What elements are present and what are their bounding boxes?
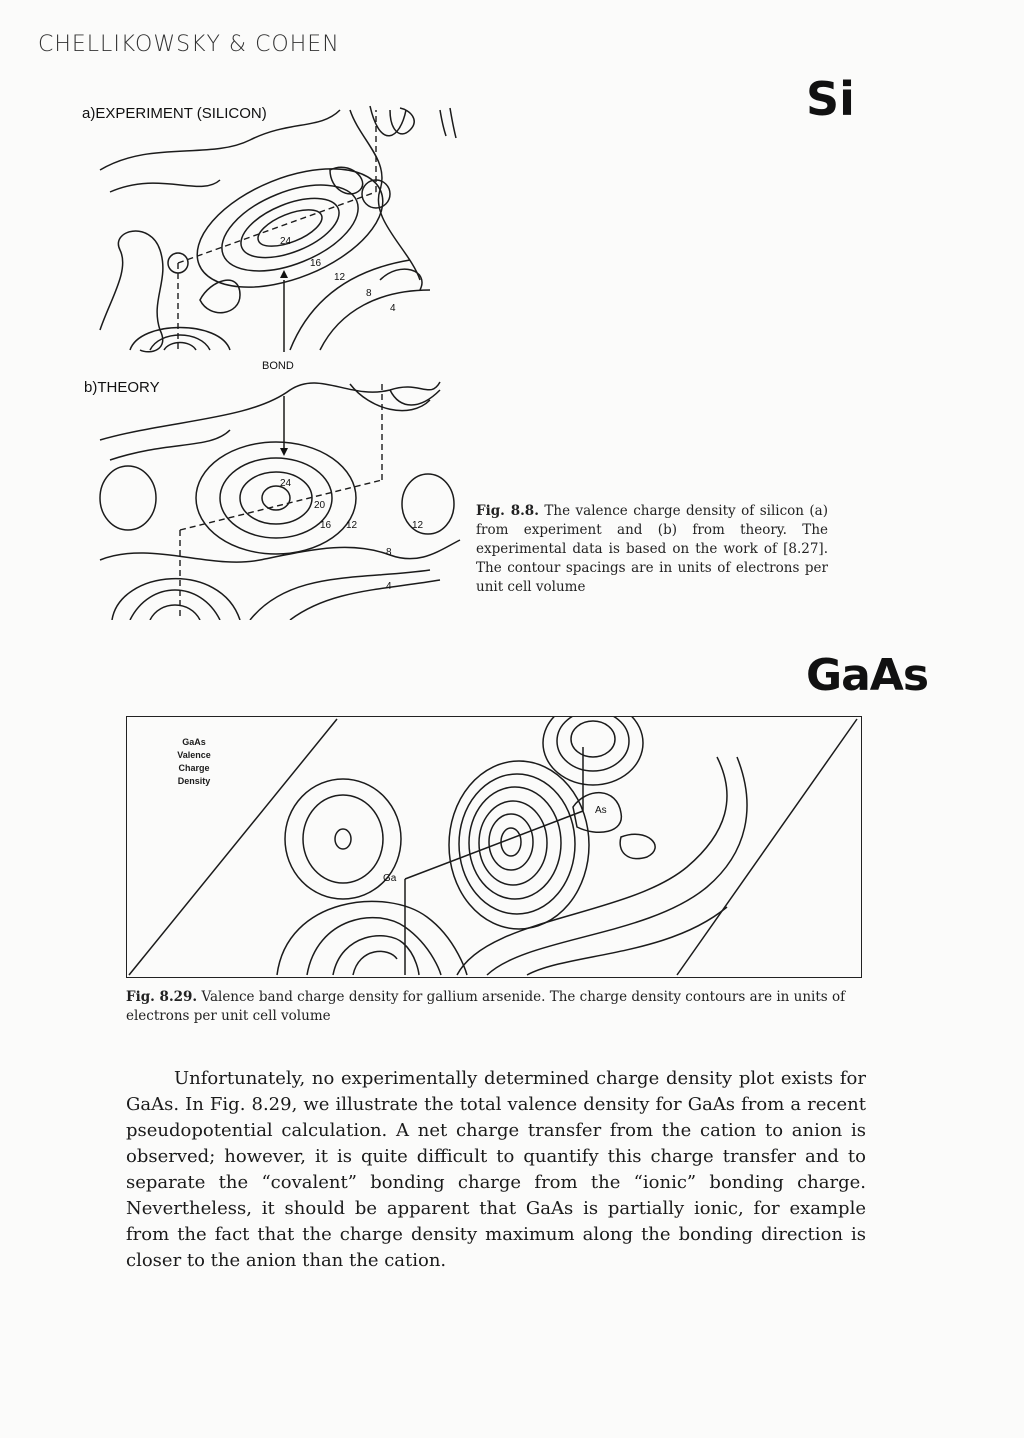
contour-label: 8 [366, 288, 372, 299]
caption-text: Valence band charge density for gallium arsenide. The charge density contours are in units of electrons per unit cell volume [126, 989, 846, 1024]
panel-a-label: a)EXPERIMENT (SILICON) [82, 105, 267, 122]
caption-prefix: Fig. 8.8. [476, 503, 539, 519]
contour-label: 20 [314, 500, 326, 511]
gaas-inset-label [168, 736, 220, 788]
inset-line: Valence [177, 750, 211, 760]
atom-ga-label: Ga [383, 873, 397, 884]
theory-contours [100, 380, 460, 620]
figure-8-8-caption [476, 502, 828, 597]
figure-8-29-caption [126, 988, 870, 1026]
contour-label: 12 [334, 272, 346, 283]
caption-text: The valence charge density of silicon (a) from experiment and (b) from theory. The experimental data is based on the work of [8.27]. The contour spacings are in units of electrons per unit cell volume [476, 503, 828, 595]
contour-label: 24 [280, 236, 292, 247]
handwritten-si-note: Si [806, 72, 855, 126]
experiment-contours [100, 106, 456, 352]
body-paragraph: Unfortunately, no experimentally determined charge density plot exists for GaAs. In Fig. 8.29, we illustrate the total valence density for GaAs from a recent pseudopotential calculation. A net charge transfer from the cation to anion is observed; however, it is quite difficult to quantify this charge transfer and to separate the “covalent” bonding charge from the “ionic” bonding charge. Nevertheless, it should be apparent that GaAs is partially ionic, for example from the fact that the charge density maximum along the bonding direction is closer to the anion than the cation. [126, 1068, 866, 1271]
atom-as-label: As [595, 805, 607, 816]
contour-label: 4 [386, 581, 392, 592]
contour-label: 16 [310, 258, 322, 269]
contour-label: 24 [280, 478, 292, 489]
contour-label: 12 [346, 520, 358, 531]
contour-label: 8 [386, 547, 392, 558]
inset-line: Density [177, 776, 211, 786]
contour-label: 4 [390, 303, 396, 314]
contour-label: 16 [320, 520, 332, 531]
bond-label: BOND [262, 360, 294, 372]
silicon-contour-figure [90, 100, 470, 620]
handwritten-gaas-note: GaAs [806, 650, 929, 701]
inset-line: Charge [178, 763, 210, 773]
handwritten-authors: CHELLIKOWSKY & COHEN [38, 32, 340, 57]
panel-b-label: b)THEORY [84, 379, 160, 396]
contour-label: 12 [412, 520, 424, 531]
inset-line: GaAs [182, 737, 206, 747]
caption-prefix: Fig. 8.29. [126, 989, 198, 1005]
gaas-contours [277, 717, 747, 975]
body-text [126, 1066, 866, 1274]
gaas-contour-figure [127, 717, 860, 976]
